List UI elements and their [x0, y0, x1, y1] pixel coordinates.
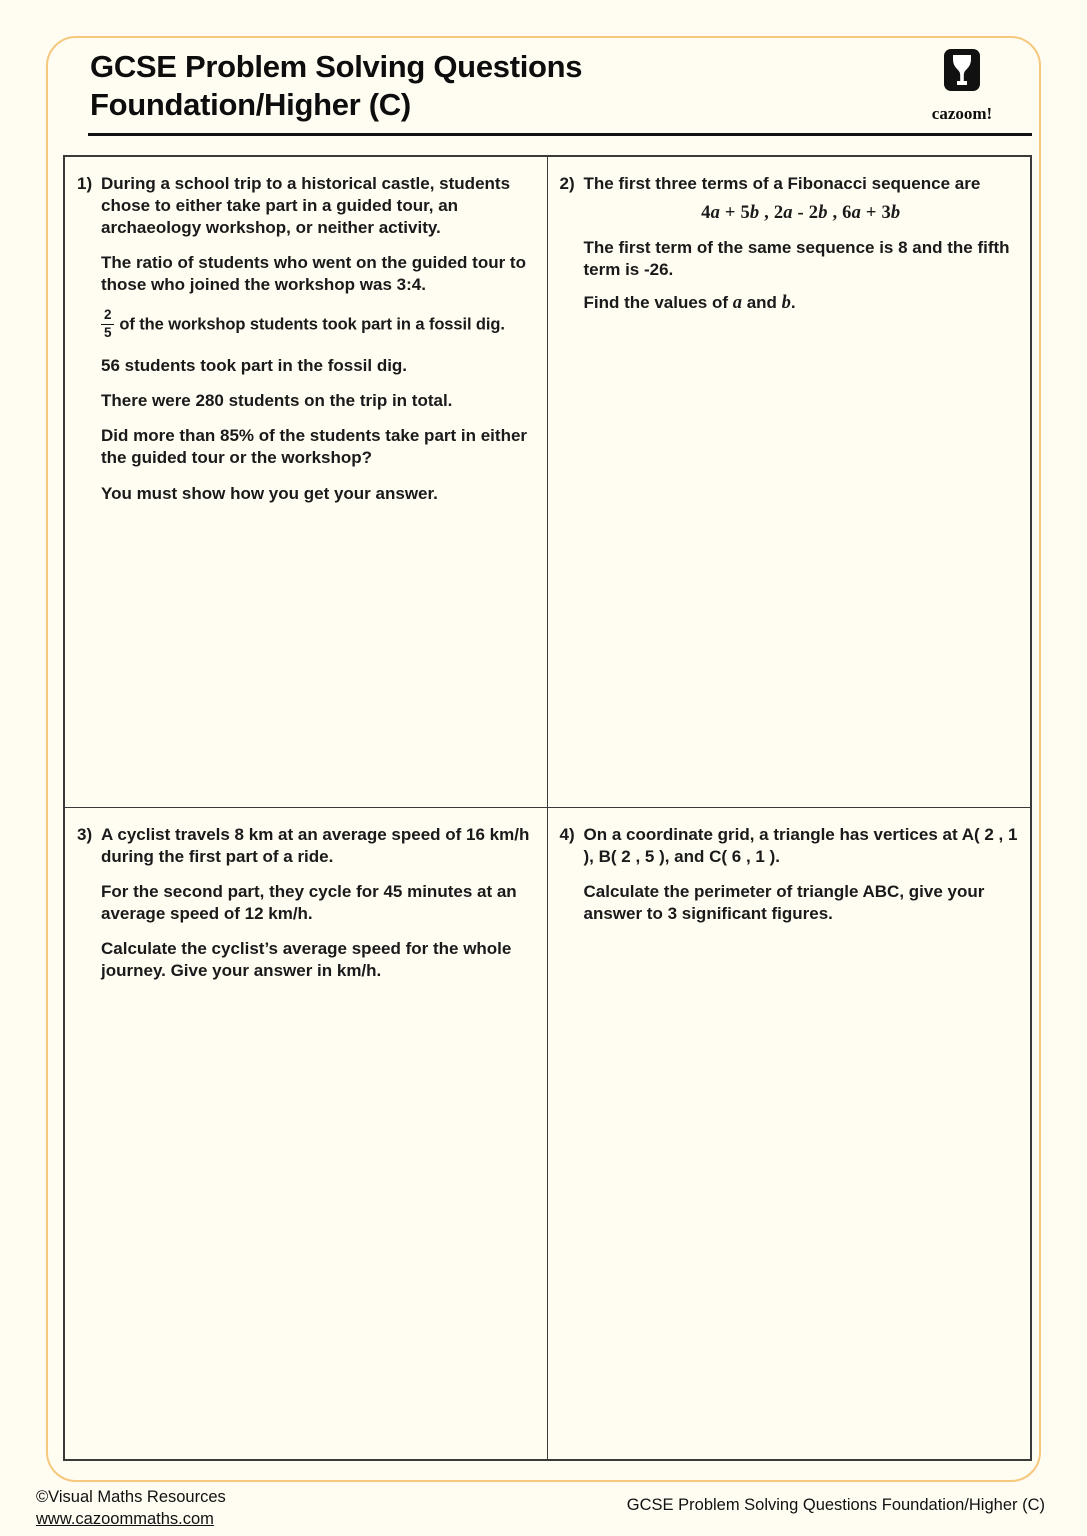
header: [90, 48, 890, 125]
question-1-paragraph: There were 280 students on the trip in total.: [101, 391, 453, 411]
page-title: [90, 48, 890, 125]
fraction-numerator: 2: [101, 308, 114, 325]
math-variable: b: [890, 203, 901, 224]
cazoom-logo-text: cazoom!: [931, 104, 993, 123]
question-4-paragraph: On a coordinate grid, a triangle has vertices at A( 2 , 1 ), B( 2 , 5 ), and C( 6 , 1 ).: [583, 825, 1018, 867]
math-variable: a: [783, 203, 793, 224]
math-variable: a: [710, 203, 721, 224]
fraction-two-fifths: [101, 308, 114, 341]
math-variable: b: [749, 203, 760, 224]
question-2-number: 2): [559, 174, 575, 193]
question-1-paragraph: 56 students took part in the fossil dig.: [101, 356, 408, 376]
question-2-find-line: [584, 291, 1019, 315]
question-1-number: 1): [77, 174, 93, 193]
math-segment: - 2: [792, 203, 819, 224]
math-variable: a: [732, 293, 742, 314]
question-1-paragraph: Did more than 85% of the students take part in either the guided tour or the workshop?: [101, 426, 528, 468]
find-text: and: [742, 293, 782, 313]
find-text: Find the values of: [583, 293, 733, 313]
question-3-number: 3): [77, 825, 93, 844]
question-2-paragraph: The first three terms of a Fibonacci sequence are: [583, 174, 981, 193]
find-text: .: [790, 293, 796, 313]
question-4: [548, 808, 1031, 1459]
title-line-2: Foundation/Higher (C): [90, 87, 411, 123]
question-3-paragraph: Calculate the cyclist’s average speed for the whole journey. Give your answer in km/h.: [101, 939, 512, 981]
copyright-text: ©Visual Maths Resources: [36, 1488, 226, 1506]
question-1: [65, 157, 548, 808]
question-4-number: 4): [559, 825, 575, 844]
header-divider: [88, 133, 1032, 136]
question-3-paragraph: For the second part, they cycle for 45 minutes at an average speed of 12 km/h.: [101, 882, 517, 924]
math-variable: b: [781, 293, 791, 314]
question-3: [65, 808, 548, 1459]
question-1-paragraph: During a school trip to a historical castle, students chose to either take part in a guided tour, an archaeology workshop, or neither activity.: [101, 174, 511, 238]
footer-left: [36, 1486, 226, 1531]
math-segment: 4: [701, 203, 711, 224]
question-1-fraction-line: [101, 309, 535, 342]
math-variable: a: [851, 203, 862, 224]
fraction-denominator: 5: [104, 325, 112, 341]
math-segment: + 3: [861, 203, 891, 224]
math-segment: + 5: [720, 203, 750, 224]
question-1-paragraph: The ratio of students who went on the guided tour to those who joined the workshop was 3:4.: [101, 253, 526, 295]
question-4-paragraph: Calculate the perimeter of triangle ABC, give your answer to 3 significant figures.: [583, 882, 985, 924]
cazoom-website-link[interactable]: www.cazoommaths.com: [36, 1510, 214, 1529]
fraction-line-text: of the workshop students took part in a fossil dig.: [119, 316, 505, 335]
cazoom-logo: [922, 48, 1002, 124]
math-variable: b: [818, 203, 828, 224]
question-2-sequence-terms: [584, 203, 1019, 224]
question-2-paragraph: The first term of the same sequence is 8 and the fifth term is -26.: [583, 238, 1010, 280]
footer-document-title: GCSE Problem Solving Questions Foundation/Higher (C): [626, 1496, 1045, 1514]
title-line-1: GCSE Problem Solving Questions: [90, 49, 583, 84]
question-1-paragraph: You must show how you get your answer.: [101, 483, 438, 503]
questions-grid: [63, 155, 1032, 1461]
math-segment: , 6: [827, 203, 852, 224]
cazoom-logo-icon: [939, 48, 985, 102]
question-2: [548, 157, 1031, 808]
math-segment: , 2: [759, 203, 784, 224]
question-3-paragraph: A cyclist travels 8 km at an average speed of 16 km/h during the first part of a ride.: [101, 825, 530, 867]
